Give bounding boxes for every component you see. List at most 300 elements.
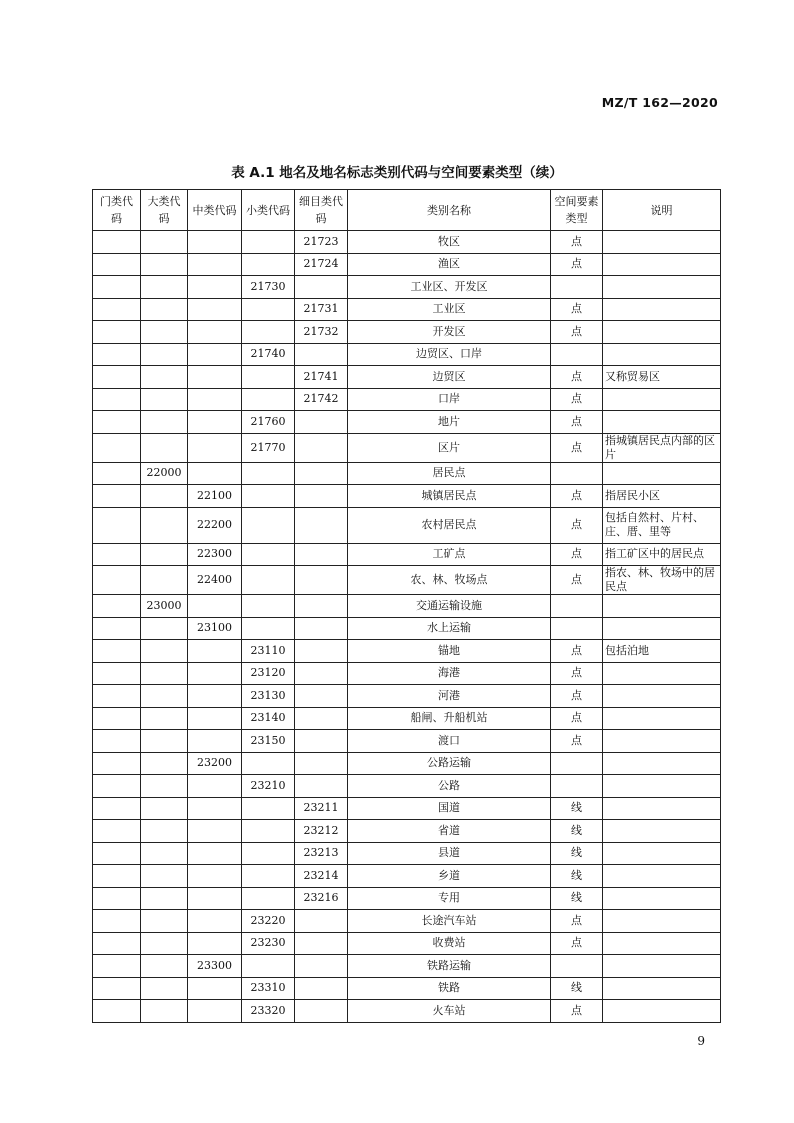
spatial-feature-type-cell: 点 <box>551 685 603 708</box>
door-class-code-cell <box>93 1000 141 1023</box>
major-class-code-cell <box>141 617 188 640</box>
middle-class-code-cell <box>188 775 242 798</box>
middle-class-code-cell <box>188 298 242 321</box>
detail-class-code-cell: 21723 <box>295 231 348 254</box>
description-cell <box>603 662 721 685</box>
spatial-feature-type-cell: 线 <box>551 797 603 820</box>
category-name-cell: 专用 <box>348 887 551 910</box>
door-class-code-cell <box>93 485 141 508</box>
major-class-code-cell <box>141 977 188 1000</box>
detail-class-code-cell <box>295 485 348 508</box>
description-cell <box>603 617 721 640</box>
column-header: 门类代码 <box>93 190 141 231</box>
door-class-code-cell <box>93 462 141 485</box>
description-cell <box>603 411 721 434</box>
description-cell <box>603 842 721 865</box>
detail-class-code-cell <box>295 977 348 1000</box>
category-name-cell: 国道 <box>348 797 551 820</box>
category-name-cell: 区片 <box>348 433 551 462</box>
spatial-feature-type-cell: 点 <box>551 231 603 254</box>
table-row <box>93 321 721 344</box>
middle-class-code-cell: 22300 <box>188 543 242 566</box>
minor-class-code-cell <box>242 485 295 508</box>
table-body <box>93 231 721 1023</box>
major-class-code-cell <box>141 730 188 753</box>
door-class-code-cell <box>93 321 141 344</box>
door-class-code-cell <box>93 231 141 254</box>
door-class-code-cell <box>93 388 141 411</box>
category-name-cell: 河港 <box>348 685 551 708</box>
detail-class-code-cell <box>295 617 348 640</box>
spatial-feature-type-cell <box>551 276 603 299</box>
table-row <box>93 685 721 708</box>
minor-class-code-cell <box>242 887 295 910</box>
table-row <box>93 566 721 595</box>
minor-class-code-cell: 23210 <box>242 775 295 798</box>
minor-class-code-cell <box>242 955 295 978</box>
middle-class-code-cell <box>188 595 242 618</box>
middle-class-code-cell <box>188 707 242 730</box>
door-class-code-cell <box>93 640 141 663</box>
table-row <box>93 910 721 933</box>
spatial-feature-type-cell: 点 <box>551 388 603 411</box>
detail-class-code-cell <box>295 662 348 685</box>
middle-class-code-cell: 22100 <box>188 485 242 508</box>
detail-class-code-cell <box>295 566 348 595</box>
door-class-code-cell <box>93 662 141 685</box>
table-row <box>93 507 721 543</box>
description-cell <box>603 462 721 485</box>
detail-class-code-cell <box>295 775 348 798</box>
table-row <box>93 298 721 321</box>
minor-class-code-cell <box>242 298 295 321</box>
category-name-cell: 长途汽车站 <box>348 910 551 933</box>
middle-class-code-cell <box>188 932 242 955</box>
door-class-code-cell <box>93 932 141 955</box>
category-name-cell: 海港 <box>348 662 551 685</box>
minor-class-code-cell <box>242 231 295 254</box>
description-cell <box>603 955 721 978</box>
detail-class-code-cell <box>295 752 348 775</box>
minor-class-code-cell <box>242 617 295 640</box>
table-row <box>93 1000 721 1023</box>
major-class-code-cell <box>141 433 188 462</box>
description-cell: 又称贸易区 <box>603 366 721 389</box>
minor-class-code-cell <box>242 566 295 595</box>
table-row <box>93 411 721 434</box>
description-cell <box>603 932 721 955</box>
detail-class-code-cell: 21732 <box>295 321 348 344</box>
description-cell: 包括自然村、片村、庄、厝、里等 <box>603 507 721 543</box>
category-name-cell: 水上运输 <box>348 617 551 640</box>
table-row <box>93 955 721 978</box>
detail-class-code-cell <box>295 910 348 933</box>
spatial-feature-type-cell: 点 <box>551 707 603 730</box>
door-class-code-cell <box>93 411 141 434</box>
door-class-code-cell <box>93 775 141 798</box>
major-class-code-cell <box>141 1000 188 1023</box>
spatial-feature-type-cell: 点 <box>551 543 603 566</box>
middle-class-code-cell <box>188 276 242 299</box>
major-class-code-cell <box>141 276 188 299</box>
spatial-feature-type-cell: 点 <box>551 433 603 462</box>
table-row <box>93 366 721 389</box>
table-row <box>93 797 721 820</box>
table-row <box>93 752 721 775</box>
description-cell <box>603 685 721 708</box>
spatial-feature-type-cell: 点 <box>551 730 603 753</box>
middle-class-code-cell <box>188 685 242 708</box>
major-class-code-cell <box>141 321 188 344</box>
category-name-cell: 居民点 <box>348 462 551 485</box>
minor-class-code-cell <box>242 321 295 344</box>
category-name-cell: 锚地 <box>348 640 551 663</box>
description-cell <box>603 707 721 730</box>
minor-class-code-cell: 21770 <box>242 433 295 462</box>
major-class-code-cell: 23000 <box>141 595 188 618</box>
spatial-feature-type-cell: 点 <box>551 411 603 434</box>
detail-class-code-cell <box>295 707 348 730</box>
spatial-feature-type-cell <box>551 462 603 485</box>
column-header: 类别名称 <box>348 190 551 231</box>
major-class-code-cell <box>141 298 188 321</box>
door-class-code-cell <box>93 276 141 299</box>
detail-class-code-cell <box>295 543 348 566</box>
description-cell <box>603 820 721 843</box>
middle-class-code-cell <box>188 321 242 344</box>
category-name-cell: 城镇居民点 <box>348 485 551 508</box>
description-cell <box>603 752 721 775</box>
middle-class-code-cell <box>188 462 242 485</box>
minor-class-code-cell: 23150 <box>242 730 295 753</box>
category-name-cell: 开发区 <box>348 321 551 344</box>
minor-class-code-cell: 23320 <box>242 1000 295 1023</box>
column-header: 大类代码 <box>141 190 188 231</box>
column-header: 说明 <box>603 190 721 231</box>
door-class-code-cell <box>93 887 141 910</box>
minor-class-code-cell: 21730 <box>242 276 295 299</box>
category-name-cell: 口岸 <box>348 388 551 411</box>
minor-class-code-cell <box>242 842 295 865</box>
category-name-cell: 火车站 <box>348 1000 551 1023</box>
major-class-code-cell <box>141 797 188 820</box>
table-row <box>93 485 721 508</box>
category-name-cell: 农村居民点 <box>348 507 551 543</box>
detail-class-code-cell: 23216 <box>295 887 348 910</box>
description-cell <box>603 253 721 276</box>
spatial-feature-type-cell: 线 <box>551 820 603 843</box>
description-cell <box>603 797 721 820</box>
minor-class-code-cell: 21740 <box>242 343 295 366</box>
minor-class-code-cell: 23120 <box>242 662 295 685</box>
category-name-cell: 工业区、开发区 <box>348 276 551 299</box>
major-class-code-cell <box>141 842 188 865</box>
middle-class-code-cell: 23200 <box>188 752 242 775</box>
table-row <box>93 433 721 462</box>
door-class-code-cell <box>93 842 141 865</box>
minor-class-code-cell <box>242 595 295 618</box>
table-row <box>93 977 721 1000</box>
description-cell <box>603 595 721 618</box>
detail-class-code-cell <box>295 1000 348 1023</box>
major-class-code-cell <box>141 388 188 411</box>
minor-class-code-cell <box>242 543 295 566</box>
table-row <box>93 887 721 910</box>
major-class-code-cell <box>141 752 188 775</box>
table-row <box>93 775 721 798</box>
major-class-code-cell <box>141 485 188 508</box>
door-class-code-cell <box>93 797 141 820</box>
spatial-feature-type-cell: 点 <box>551 1000 603 1023</box>
standard-code: MZ/T 162—2020 <box>601 95 718 110</box>
spatial-feature-type-cell: 点 <box>551 253 603 276</box>
detail-class-code-cell <box>295 343 348 366</box>
category-code-table <box>92 189 721 1023</box>
table-row <box>93 388 721 411</box>
detail-class-code-cell: 21731 <box>295 298 348 321</box>
minor-class-code-cell: 23130 <box>242 685 295 708</box>
detail-class-code-cell <box>295 730 348 753</box>
category-name-cell: 公路 <box>348 775 551 798</box>
minor-class-code-cell: 23230 <box>242 932 295 955</box>
major-class-code-cell <box>141 566 188 595</box>
middle-class-code-cell <box>188 231 242 254</box>
detail-class-code-cell: 21724 <box>295 253 348 276</box>
description-cell <box>603 887 721 910</box>
detail-class-code-cell: 23213 <box>295 842 348 865</box>
description-cell: 指农、林、牧场中的居民点 <box>603 566 721 595</box>
table-row <box>93 617 721 640</box>
spatial-feature-type-cell: 点 <box>551 910 603 933</box>
door-class-code-cell <box>93 685 141 708</box>
major-class-code-cell: 22000 <box>141 462 188 485</box>
major-class-code-cell <box>141 543 188 566</box>
table-row <box>93 462 721 485</box>
spatial-feature-type-cell: 点 <box>551 321 603 344</box>
middle-class-code-cell <box>188 910 242 933</box>
minor-class-code-cell: 23140 <box>242 707 295 730</box>
door-class-code-cell <box>93 730 141 753</box>
category-name-cell: 收费站 <box>348 932 551 955</box>
minor-class-code-cell: 23220 <box>242 910 295 933</box>
column-header: 细目类代码 <box>295 190 348 231</box>
detail-class-code-cell <box>295 411 348 434</box>
table-row <box>93 231 721 254</box>
category-name-cell: 工矿点 <box>348 543 551 566</box>
table-row <box>93 253 721 276</box>
description-cell <box>603 343 721 366</box>
middle-class-code-cell: 22200 <box>188 507 242 543</box>
spatial-feature-type-cell: 线 <box>551 977 603 1000</box>
middle-class-code-cell <box>188 977 242 1000</box>
door-class-code-cell <box>93 865 141 888</box>
spatial-feature-type-cell: 点 <box>551 298 603 321</box>
door-class-code-cell <box>93 595 141 618</box>
minor-class-code-cell: 23110 <box>242 640 295 663</box>
description-cell <box>603 910 721 933</box>
column-header: 中类代码 <box>188 190 242 231</box>
door-class-code-cell <box>93 820 141 843</box>
major-class-code-cell <box>141 343 188 366</box>
door-class-code-cell <box>93 617 141 640</box>
spatial-feature-type-cell: 点 <box>551 932 603 955</box>
table-row <box>93 932 721 955</box>
category-name-cell: 省道 <box>348 820 551 843</box>
major-class-code-cell <box>141 910 188 933</box>
table-title: 表 A.1 地名及地名标志类别代码与空间要素类型（续） <box>231 165 563 181</box>
minor-class-code-cell <box>242 462 295 485</box>
description-cell <box>603 730 721 753</box>
detail-class-code-cell <box>295 462 348 485</box>
middle-class-code-cell <box>188 1000 242 1023</box>
minor-class-code-cell <box>242 388 295 411</box>
description-cell: 指居民小区 <box>603 485 721 508</box>
detail-class-code-cell: 23212 <box>295 820 348 843</box>
minor-class-code-cell <box>242 507 295 543</box>
middle-class-code-cell: 23100 <box>188 617 242 640</box>
description-cell <box>603 1000 721 1023</box>
middle-class-code-cell <box>188 253 242 276</box>
spatial-feature-type-cell: 点 <box>551 662 603 685</box>
category-name-cell: 农、林、牧场点 <box>348 566 551 595</box>
major-class-code-cell <box>141 685 188 708</box>
major-class-code-cell <box>141 775 188 798</box>
table-row <box>93 595 721 618</box>
category-name-cell: 铁路 <box>348 977 551 1000</box>
major-class-code-cell <box>141 231 188 254</box>
category-name-cell: 铁路运输 <box>348 955 551 978</box>
detail-class-code-cell: 23214 <box>295 865 348 888</box>
middle-class-code-cell <box>188 820 242 843</box>
category-name-cell: 牧区 <box>348 231 551 254</box>
detail-class-code-cell <box>295 640 348 663</box>
minor-class-code-cell <box>242 820 295 843</box>
middle-class-code-cell: 22400 <box>188 566 242 595</box>
door-class-code-cell <box>93 433 141 462</box>
category-name-cell: 地片 <box>348 411 551 434</box>
door-class-code-cell <box>93 910 141 933</box>
major-class-code-cell <box>141 887 188 910</box>
category-name-cell: 工业区 <box>348 298 551 321</box>
middle-class-code-cell <box>188 842 242 865</box>
middle-class-code-cell <box>188 662 242 685</box>
middle-class-code-cell <box>188 411 242 434</box>
minor-class-code-cell <box>242 797 295 820</box>
detail-class-code-cell <box>295 276 348 299</box>
category-name-cell: 公路运输 <box>348 752 551 775</box>
table-row <box>93 276 721 299</box>
door-class-code-cell <box>93 977 141 1000</box>
table-row <box>93 343 721 366</box>
description-cell <box>603 276 721 299</box>
table-row <box>93 662 721 685</box>
minor-class-code-cell: 23310 <box>242 977 295 1000</box>
table-row <box>93 640 721 663</box>
middle-class-code-cell <box>188 887 242 910</box>
major-class-code-cell <box>141 411 188 434</box>
detail-class-code-cell <box>295 932 348 955</box>
detail-class-code-cell: 23211 <box>295 797 348 820</box>
spatial-feature-type-cell: 点 <box>551 566 603 595</box>
door-class-code-cell <box>93 752 141 775</box>
spatial-feature-type-cell <box>551 617 603 640</box>
detail-class-code-cell <box>295 595 348 618</box>
minor-class-code-cell <box>242 366 295 389</box>
spatial-feature-type-cell: 线 <box>551 887 603 910</box>
spatial-feature-type-cell <box>551 752 603 775</box>
description-cell: 指城镇居民点内部的区片 <box>603 433 721 462</box>
middle-class-code-cell <box>188 797 242 820</box>
category-name-cell: 渔区 <box>348 253 551 276</box>
description-cell <box>603 865 721 888</box>
description-cell <box>603 231 721 254</box>
table-row <box>93 842 721 865</box>
spatial-feature-type-cell: 线 <box>551 865 603 888</box>
detail-class-code-cell <box>295 433 348 462</box>
major-class-code-cell <box>141 662 188 685</box>
door-class-code-cell <box>93 253 141 276</box>
minor-class-code-cell <box>242 253 295 276</box>
spatial-feature-type-cell: 点 <box>551 507 603 543</box>
detail-class-code-cell <box>295 507 348 543</box>
spatial-feature-type-cell: 线 <box>551 842 603 865</box>
middle-class-code-cell <box>188 433 242 462</box>
door-class-code-cell <box>93 366 141 389</box>
table-row <box>93 707 721 730</box>
door-class-code-cell <box>93 507 141 543</box>
major-class-code-cell <box>141 507 188 543</box>
major-class-code-cell <box>141 865 188 888</box>
door-class-code-cell <box>93 707 141 730</box>
major-class-code-cell <box>141 932 188 955</box>
description-cell <box>603 775 721 798</box>
middle-class-code-cell: 23300 <box>188 955 242 978</box>
door-class-code-cell <box>93 343 141 366</box>
category-name-cell: 边贸区、口岸 <box>348 343 551 366</box>
major-class-code-cell <box>141 640 188 663</box>
door-class-code-cell <box>93 566 141 595</box>
category-name-cell: 船闸、升船机站 <box>348 707 551 730</box>
detail-class-code-cell <box>295 955 348 978</box>
middle-class-code-cell <box>188 388 242 411</box>
minor-class-code-cell: 21760 <box>242 411 295 434</box>
table-header-row <box>93 190 721 231</box>
major-class-code-cell <box>141 955 188 978</box>
middle-class-code-cell <box>188 366 242 389</box>
door-class-code-cell <box>93 955 141 978</box>
middle-class-code-cell <box>188 640 242 663</box>
description-cell: 指工矿区中的居民点 <box>603 543 721 566</box>
category-name-cell: 边贸区 <box>348 366 551 389</box>
spatial-feature-type-cell <box>551 775 603 798</box>
spatial-feature-type-cell <box>551 955 603 978</box>
column-header: 空间要素类型 <box>551 190 603 231</box>
description-cell <box>603 977 721 1000</box>
door-class-code-cell <box>93 543 141 566</box>
spatial-feature-type-cell: 点 <box>551 485 603 508</box>
description-cell <box>603 321 721 344</box>
major-class-code-cell <box>141 366 188 389</box>
spatial-feature-type-cell: 点 <box>551 640 603 663</box>
middle-class-code-cell <box>188 865 242 888</box>
column-header: 小类代码 <box>242 190 295 231</box>
category-name-cell: 县道 <box>348 842 551 865</box>
table-row <box>93 730 721 753</box>
table-row <box>93 865 721 888</box>
minor-class-code-cell <box>242 752 295 775</box>
description-cell <box>603 298 721 321</box>
description-cell <box>603 388 721 411</box>
